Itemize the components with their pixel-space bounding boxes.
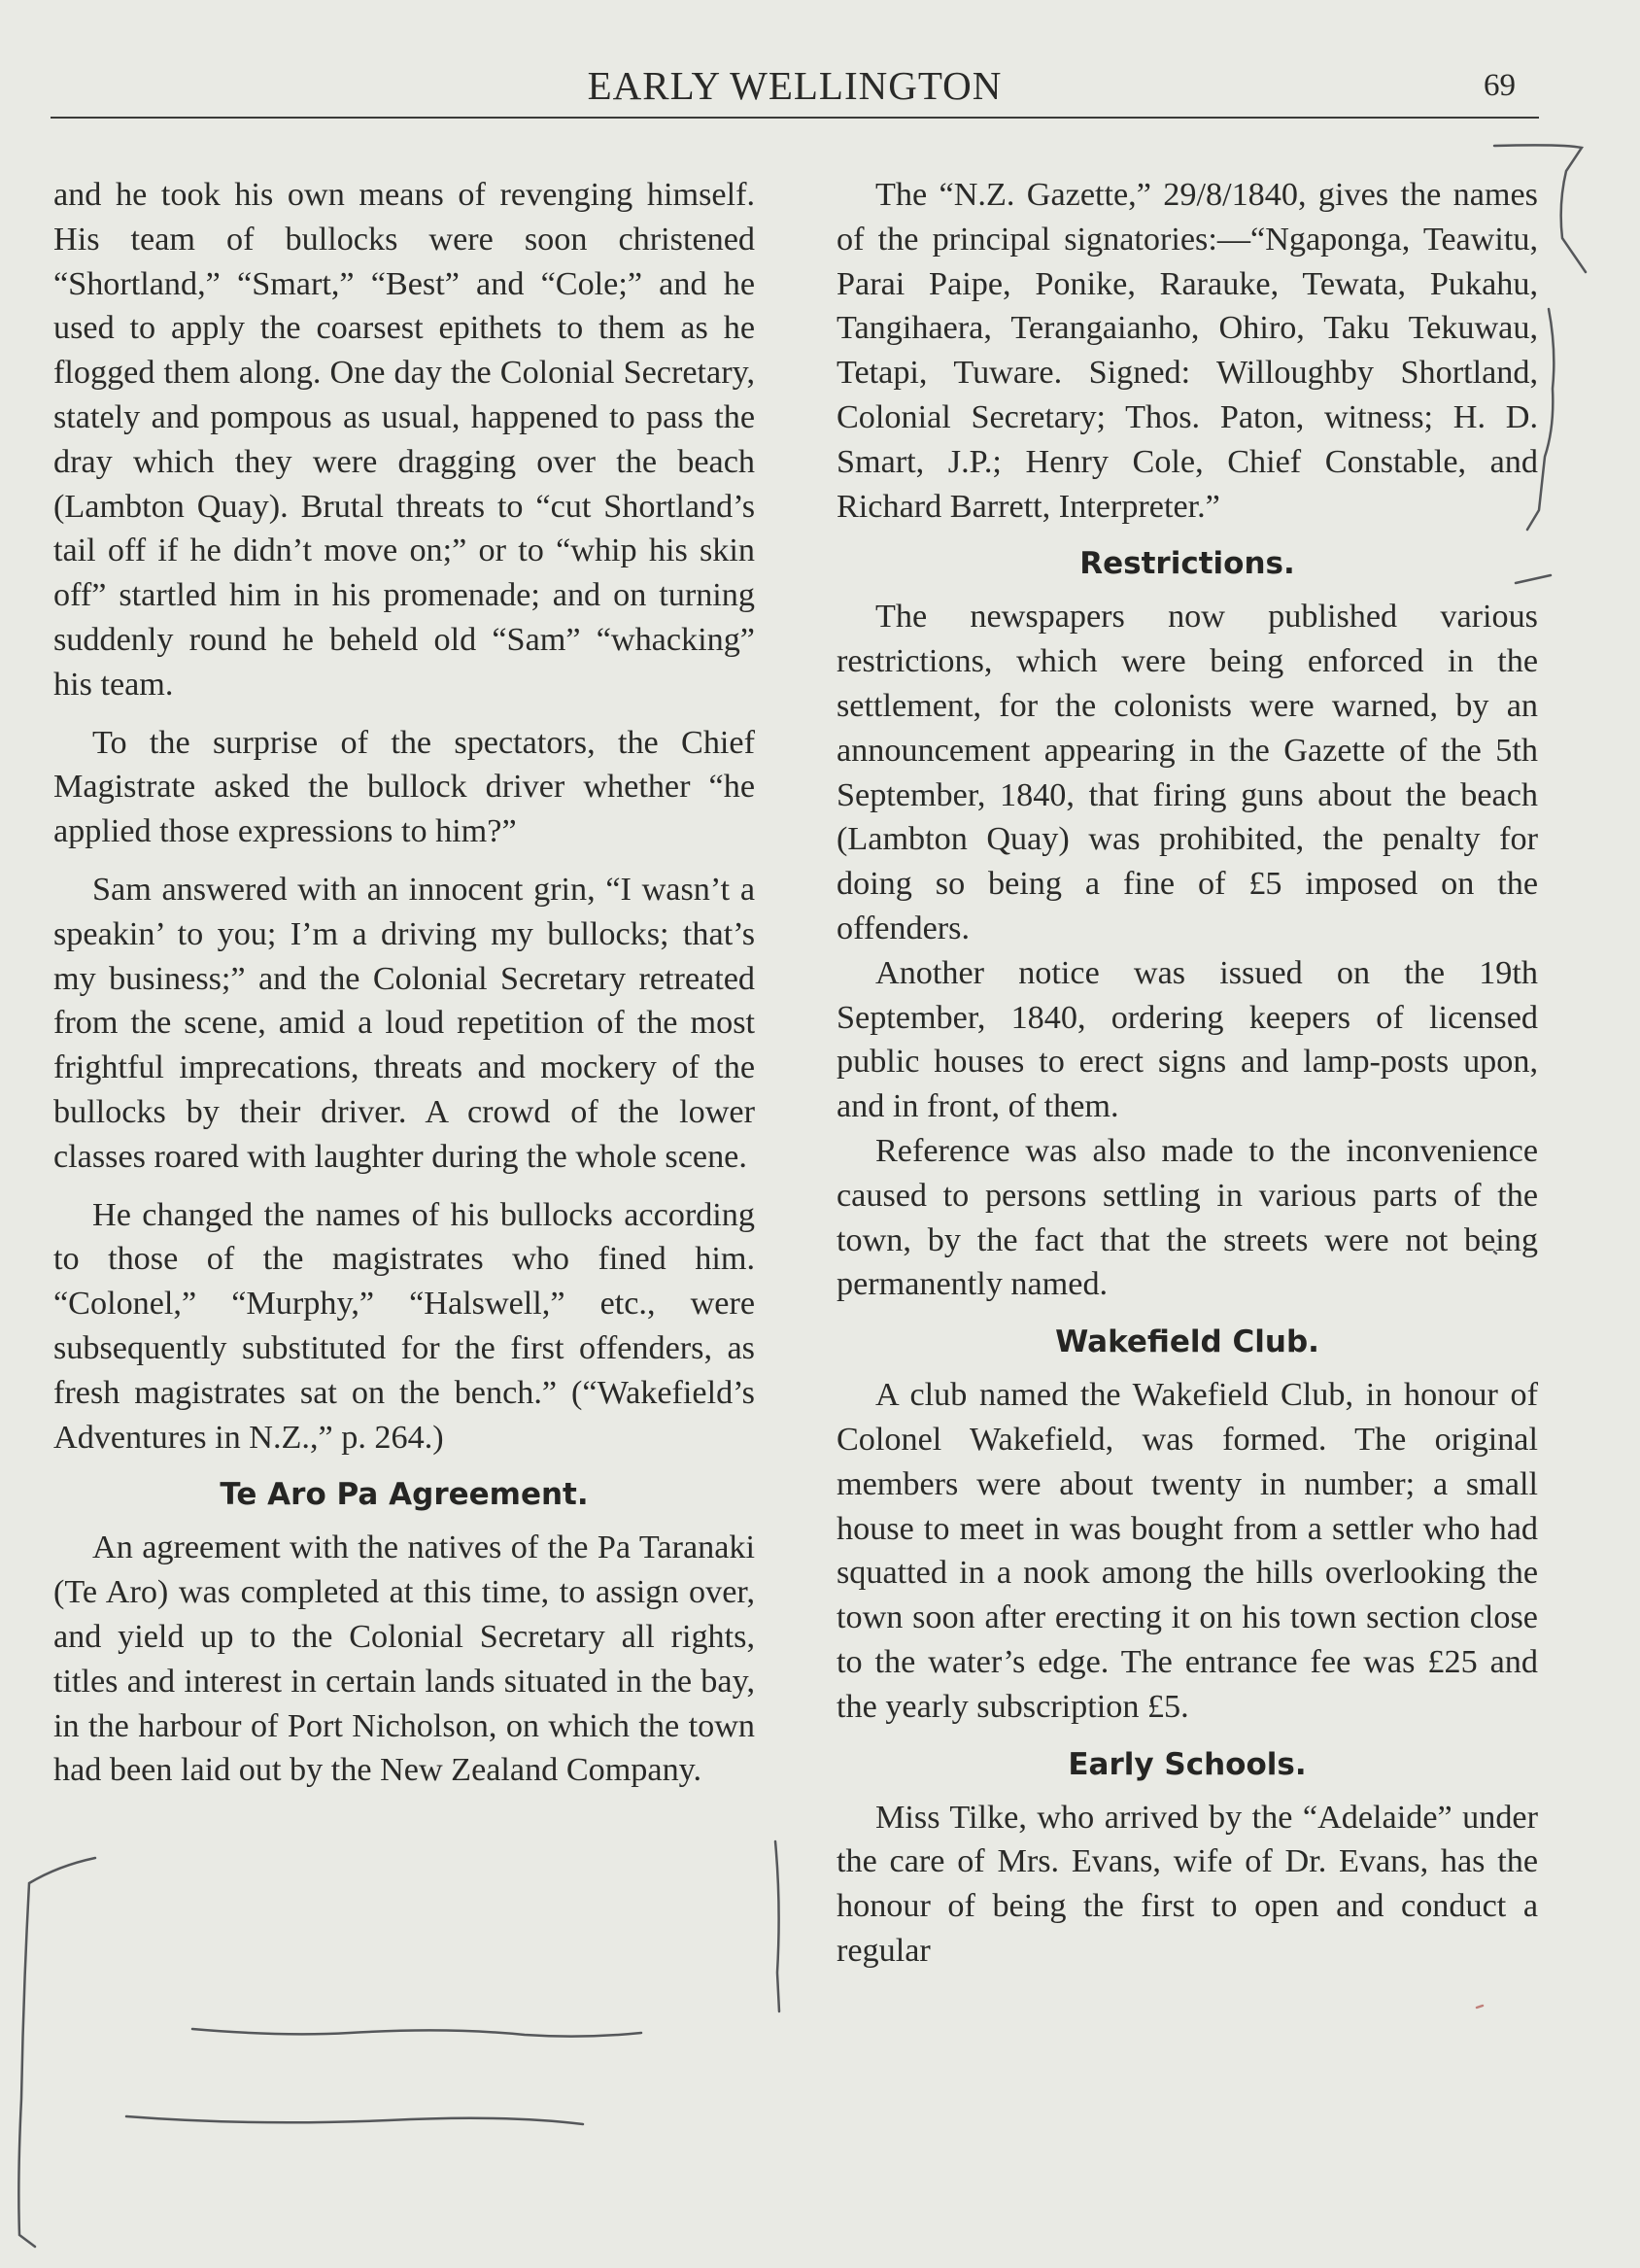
left-column	[53, 173, 755, 1806]
paragraph-revenge: and he took his own means of revenging himself. His team of bullocks were soon christened “Shortland,” “Smart,” “Best” and “Cole;” and he used to apply the coarsest epithets to them as he flogged them along. One day the Colonial Secretary, stately and pompous as usual, happened to pass the dray which they were dragging over the beach (Lambton Quay). Brutal threats to “cut Shortland’s tail off if he didn’t move on;” or to “whip his skin off” startled him in his promenade; and on turning suddenly round he beheld old “Sam” “whacking” his team.	[53, 177, 755, 703]
paragraph-another-notice: Another notice was issued on the 19th September, 1840, ordering keepers of licensed public houses to erect signs and lamp-posts upon, and in front, of them.	[837, 954, 1538, 1125]
heading-te-aro-pa-agreement: Te Aro Pa Agreement.	[220, 1477, 589, 1513]
running-title: EARLY WELLINGTON	[587, 63, 1003, 108]
paragraph-wakefield-club: A club named the Wakefield Club, in honour of Colonel Wakefield, was formed. The original members were about twenty in number; a small house to meet in was bought from a settler who had squatted in a nook among the hills overlooking the town soon after erecting it on his town section close to the water’s edge. The entrance fee was £25 and the yearly subscription £5.	[837, 1377, 1538, 1725]
paragraph-changed-names: He changed the names of his bullocks according to those of the magistrates who fined him. “Colonel,” “Murphy,” “Halswell,” etc., were subsequently substituted for the first offenders, as fresh magistrates sat on the bench.” (“Wakefield’s Adventures in N.Z.,” p. 264.)	[53, 1196, 755, 1456]
underline-harbour	[126, 2116, 583, 2124]
paragraph-miss-tilke: Miss Tilke, who arrived by the “Adelaide” under the care of Mrs. Evans, wife of Dr. Evans, has the honour of being the first to open and conduct a regular	[837, 1799, 1538, 1969]
underline-colonial-secretary	[192, 2029, 641, 2037]
margin-dot-red	[1477, 2006, 1483, 2008]
paragraph-reference: Reference was also made to the inconvenience caused to persons settling in various parts of the town, by the fact that the streets were not being permanently named.	[837, 1132, 1538, 1303]
page-number: 69	[1484, 68, 1516, 103]
heading-restrictions: Restrictions.	[1079, 546, 1295, 582]
heading-wakefield-club: Wakefield Club.	[1055, 1324, 1319, 1360]
paragraph-gazette-signatories: The “N.Z. Gazette,” 29/8/1840, gives the names of the principal signatories:—“Ngaponga, Teawitu, Parai Paipe, Ponike, Rarauke, Tewata, Pukahu, Tangihaera, Terangaianho, Ohiro, Taku Tekuwau, Tetapi, Tuware. Signed: Willoughby Shortland, Colonial Secretary; Thos. Paton, witness; H. D. Smart, J.P.; Henry Cole, Chief Constable, and Richard Barrett, Interpreter.”	[837, 177, 1538, 525]
paragraph-restrictions: The newspapers now published various restrictions, which were being enforced in the settlement, for the colonists were warned, by an announcement appearing in the Gazette of the 5th September, 1840, that firing guns about the beach (Lambton Quay) was prohibited, the penalty for doing so being a fine of £5 imposed on the offenders.	[837, 599, 1538, 946]
paragraph-sam-answered: Sam answered with an innocent grin, “I wasn’t a speakin’ to you; I’m a driving my bullocks; that’s my business;” and the Colonial Secretary retreated from the scene, amid a loud repetition of the most frightful imprecations, threats and mockery of the bullocks by their driver. A crowd of the lower classes roared with laughter during the whole scene.	[53, 871, 755, 1175]
margin-bracket-left-bottom	[18, 1858, 95, 2247]
heading-early-schools: Early Schools.	[1068, 1746, 1307, 1782]
paragraph-agreement: An agreement with the natives of the Pa Taranaki (Te Aro) was completed at this time, to assign over, and yield up to the Colonial Secretary all rights, titles and interest in certain lands situated in the bay, in the harbour of Port Nicholson, on which the town had been laid out by the New Zealand Company.	[53, 1529, 755, 1789]
page-header	[51, 58, 1539, 119]
paragraph-surprise: To the surprise of the spectators, the Chief Magistrate asked the bullock driver whether “he applied those expressions to him?”	[53, 724, 755, 850]
right-column	[837, 173, 1538, 1987]
margin-bar-left-column	[775, 1841, 779, 2011]
